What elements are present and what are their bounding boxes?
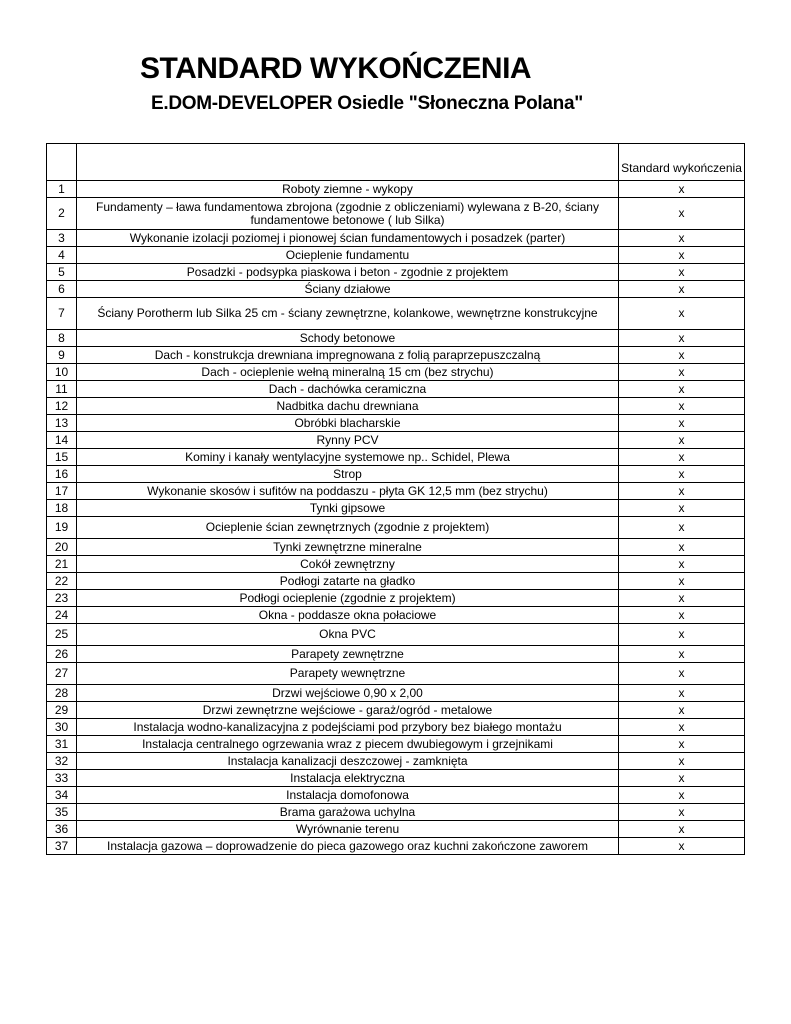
- row-description-cell: Okna - poddasze okna połaciowe: [77, 607, 619, 624]
- row-number-cell: 18: [47, 500, 77, 517]
- table-row: [47, 702, 745, 719]
- row-standard-mark-cell: x: [619, 770, 745, 787]
- table-row: [47, 281, 745, 298]
- row-number-cell: 24: [47, 607, 77, 624]
- row-description-cell: Parapety zewnętrzne: [77, 646, 619, 663]
- row-standard-mark-cell: x: [619, 556, 745, 573]
- table-row: [47, 330, 745, 347]
- row-description-cell: Brama garażowa uchylna: [77, 804, 619, 821]
- row-description-cell: Instalacja domofonowa: [77, 787, 619, 804]
- row-description-cell: Podłogi zatarte na gładko: [77, 573, 619, 590]
- row-standard-mark-cell: x: [619, 449, 745, 466]
- row-description-cell: Roboty ziemne - wykopy: [77, 181, 619, 198]
- row-description-cell: Fundamenty – ława fundamentowa zbrojona (zgodnie z obliczeniami) wylewana z B-20, ściany fundamentowe betonowe ( lub Silka): [77, 198, 619, 230]
- row-description-cell: Dach - konstrukcja drewniana impregnowana z folią paraprzepuszczalną: [77, 347, 619, 364]
- row-description-cell: Parapety wewnętrzne: [77, 663, 619, 685]
- row-standard-mark-cell: x: [619, 347, 745, 364]
- row-description-cell: Drzwi zewnętrzne wejściowe - garaż/ogród - metalowe: [77, 702, 619, 719]
- row-number-cell: 34: [47, 787, 77, 804]
- row-number-cell: 15: [47, 449, 77, 466]
- row-number-cell: 16: [47, 466, 77, 483]
- row-standard-mark-cell: x: [619, 230, 745, 247]
- header-standard-cell: Standard wykończenia: [619, 144, 745, 181]
- row-number-cell: 21: [47, 556, 77, 573]
- row-description-cell: Strop: [77, 466, 619, 483]
- row-number-cell: 30: [47, 719, 77, 736]
- row-number-cell: 13: [47, 415, 77, 432]
- row-description-cell: Ściany działowe: [77, 281, 619, 298]
- row-description-cell: Tynki gipsowe: [77, 500, 619, 517]
- row-standard-mark-cell: x: [619, 364, 745, 381]
- row-number-cell: 23: [47, 590, 77, 607]
- table-row: [47, 398, 745, 415]
- row-standard-mark-cell: x: [619, 736, 745, 753]
- table-row: [47, 181, 745, 198]
- table-row: [47, 804, 745, 821]
- row-description-cell: Dach - dachówka ceramiczna: [77, 381, 619, 398]
- row-standard-mark-cell: x: [619, 753, 745, 770]
- row-description-cell: Ocieplenie fundamentu: [77, 247, 619, 264]
- table-row: [47, 483, 745, 500]
- row-number-cell: 5: [47, 264, 77, 281]
- table-row: [47, 770, 745, 787]
- row-standard-mark-cell: x: [619, 539, 745, 556]
- row-number-cell: 10: [47, 364, 77, 381]
- table-row: [47, 787, 745, 804]
- row-description-cell: Okna PVC: [77, 624, 619, 646]
- row-number-cell: 26: [47, 646, 77, 663]
- row-number-cell: 4: [47, 247, 77, 264]
- table-row: [47, 821, 745, 838]
- row-number-cell: 20: [47, 539, 77, 556]
- table-row: [47, 347, 745, 364]
- row-standard-mark-cell: x: [619, 330, 745, 347]
- row-description-cell: Posadzki - podsypka piaskowa i beton - zgodnie z projektem: [77, 264, 619, 281]
- document-subtitle: E.DOM-DEVELOPER Osiedle "Słoneczna Polana": [151, 93, 583, 114]
- row-number-cell: 7: [47, 298, 77, 330]
- table-header-row: [47, 144, 745, 181]
- row-standard-mark-cell: x: [619, 181, 745, 198]
- row-number-cell: 29: [47, 702, 77, 719]
- row-standard-mark-cell: x: [619, 590, 745, 607]
- row-number-cell: 35: [47, 804, 77, 821]
- table-row: [47, 624, 745, 646]
- standards-table: [46, 143, 745, 855]
- row-number-cell: 22: [47, 573, 77, 590]
- row-number-cell: 9: [47, 347, 77, 364]
- table-row: [47, 590, 745, 607]
- row-number-cell: 3: [47, 230, 77, 247]
- row-standard-mark-cell: x: [619, 381, 745, 398]
- row-standard-mark-cell: x: [619, 281, 745, 298]
- row-standard-mark-cell: x: [619, 247, 745, 264]
- row-description-cell: Kominy i kanały wentylacyjne systemowe np.. Schidel, Plewa: [77, 449, 619, 466]
- row-standard-mark-cell: x: [619, 685, 745, 702]
- row-number-cell: 8: [47, 330, 77, 347]
- row-standard-mark-cell: x: [619, 573, 745, 590]
- table-row: [47, 230, 745, 247]
- row-description-cell: Tynki zewnętrzne mineralne: [77, 539, 619, 556]
- row-description-cell: Wykonanie izolacji poziomej i pionowej ścian fundamentowych i posadzek (parter): [77, 230, 619, 247]
- row-standard-mark-cell: x: [619, 607, 745, 624]
- row-number-cell: 6: [47, 281, 77, 298]
- row-number-cell: 17: [47, 483, 77, 500]
- row-description-cell: Podłogi ocieplenie (zgodnie z projektem): [77, 590, 619, 607]
- row-standard-mark-cell: x: [619, 719, 745, 736]
- row-standard-mark-cell: x: [619, 264, 745, 281]
- table-row: [47, 517, 745, 539]
- row-description-cell: Rynny PCV: [77, 432, 619, 449]
- row-number-cell: 2: [47, 198, 77, 230]
- row-number-cell: 27: [47, 663, 77, 685]
- row-description-cell: Wykonanie skosów i sufitów na poddaszu - płyta GK 12,5 mm (bez strychu): [77, 483, 619, 500]
- row-standard-mark-cell: x: [619, 483, 745, 500]
- table-row: [47, 264, 745, 281]
- row-description-cell: Instalacja elektryczna: [77, 770, 619, 787]
- row-standard-mark-cell: x: [619, 466, 745, 483]
- table-row: [47, 753, 745, 770]
- row-standard-mark-cell: x: [619, 624, 745, 646]
- row-description-cell: Nadbitka dachu drewniana: [77, 398, 619, 415]
- row-number-cell: 32: [47, 753, 77, 770]
- table-row: [47, 247, 745, 264]
- table-row: [47, 432, 745, 449]
- row-number-cell: 37: [47, 838, 77, 855]
- row-number-cell: 19: [47, 517, 77, 539]
- row-standard-mark-cell: x: [619, 517, 745, 539]
- document-title: STANDARD WYKOŃCZENIA: [140, 52, 532, 85]
- row-description-cell: Ocieplenie ścian zewnętrznych (zgodnie z projektem): [77, 517, 619, 539]
- row-standard-mark-cell: x: [619, 821, 745, 838]
- table-row: [47, 556, 745, 573]
- table-row: [47, 646, 745, 663]
- row-standard-mark-cell: x: [619, 500, 745, 517]
- row-number-cell: 12: [47, 398, 77, 415]
- row-standard-mark-cell: x: [619, 702, 745, 719]
- row-number-cell: 36: [47, 821, 77, 838]
- row-number-cell: 11: [47, 381, 77, 398]
- row-description-cell: Dach - ocieplenie wełną mineralną 15 cm (bez strychu): [77, 364, 619, 381]
- row-number-cell: 28: [47, 685, 77, 702]
- row-description-cell: Ściany Porotherm lub Silka 25 cm - ściany zewnętrzne, kolankowe, wewnętrzne konstrukcyjne: [77, 298, 619, 330]
- table-row: [47, 198, 745, 230]
- row-description-cell: Cokół zewnętrzny: [77, 556, 619, 573]
- table-row: [47, 500, 745, 517]
- table-row: [47, 838, 745, 855]
- row-standard-mark-cell: x: [619, 838, 745, 855]
- row-standard-mark-cell: x: [619, 787, 745, 804]
- header-number-cell: [47, 144, 77, 181]
- table-row: [47, 736, 745, 753]
- row-number-cell: 31: [47, 736, 77, 753]
- row-description-cell: Schody betonowe: [77, 330, 619, 347]
- row-number-cell: 14: [47, 432, 77, 449]
- header-description-cell: [77, 144, 619, 181]
- table-row: [47, 298, 745, 330]
- table-row: [47, 449, 745, 466]
- table-row: [47, 364, 745, 381]
- row-standard-mark-cell: x: [619, 398, 745, 415]
- row-standard-mark-cell: x: [619, 663, 745, 685]
- row-description-cell: Obróbki blacharskie: [77, 415, 619, 432]
- table-row: [47, 573, 745, 590]
- table-row: [47, 415, 745, 432]
- row-standard-mark-cell: x: [619, 198, 745, 230]
- table-row: [47, 539, 745, 556]
- row-number-cell: 25: [47, 624, 77, 646]
- row-description-cell: Instalacja kanalizacji deszczowej - zamknięta: [77, 753, 619, 770]
- row-number-cell: 33: [47, 770, 77, 787]
- table-row: [47, 466, 745, 483]
- row-standard-mark-cell: x: [619, 804, 745, 821]
- row-standard-mark-cell: x: [619, 432, 745, 449]
- row-standard-mark-cell: x: [619, 415, 745, 432]
- row-description-cell: Wyrównanie terenu: [77, 821, 619, 838]
- row-description-cell: Drzwi wejściowe 0,90 x 2,00: [77, 685, 619, 702]
- row-description-cell: Instalacja gazowa – doprowadzenie do pieca gazowego oraz kuchni zakończone zaworem: [77, 838, 619, 855]
- row-description-cell: Instalacja wodno-kanalizacyjna z podejściami pod przybory bez białego montażu: [77, 719, 619, 736]
- table-row: [47, 663, 745, 685]
- row-description-cell: Instalacja centralnego ogrzewania wraz z piecem dwubiegowym i grzejnikami: [77, 736, 619, 753]
- table-row: [47, 685, 745, 702]
- table-row: [47, 719, 745, 736]
- row-standard-mark-cell: x: [619, 646, 745, 663]
- table-row: [47, 381, 745, 398]
- table-row: [47, 607, 745, 624]
- row-standard-mark-cell: x: [619, 298, 745, 330]
- row-number-cell: 1: [47, 181, 77, 198]
